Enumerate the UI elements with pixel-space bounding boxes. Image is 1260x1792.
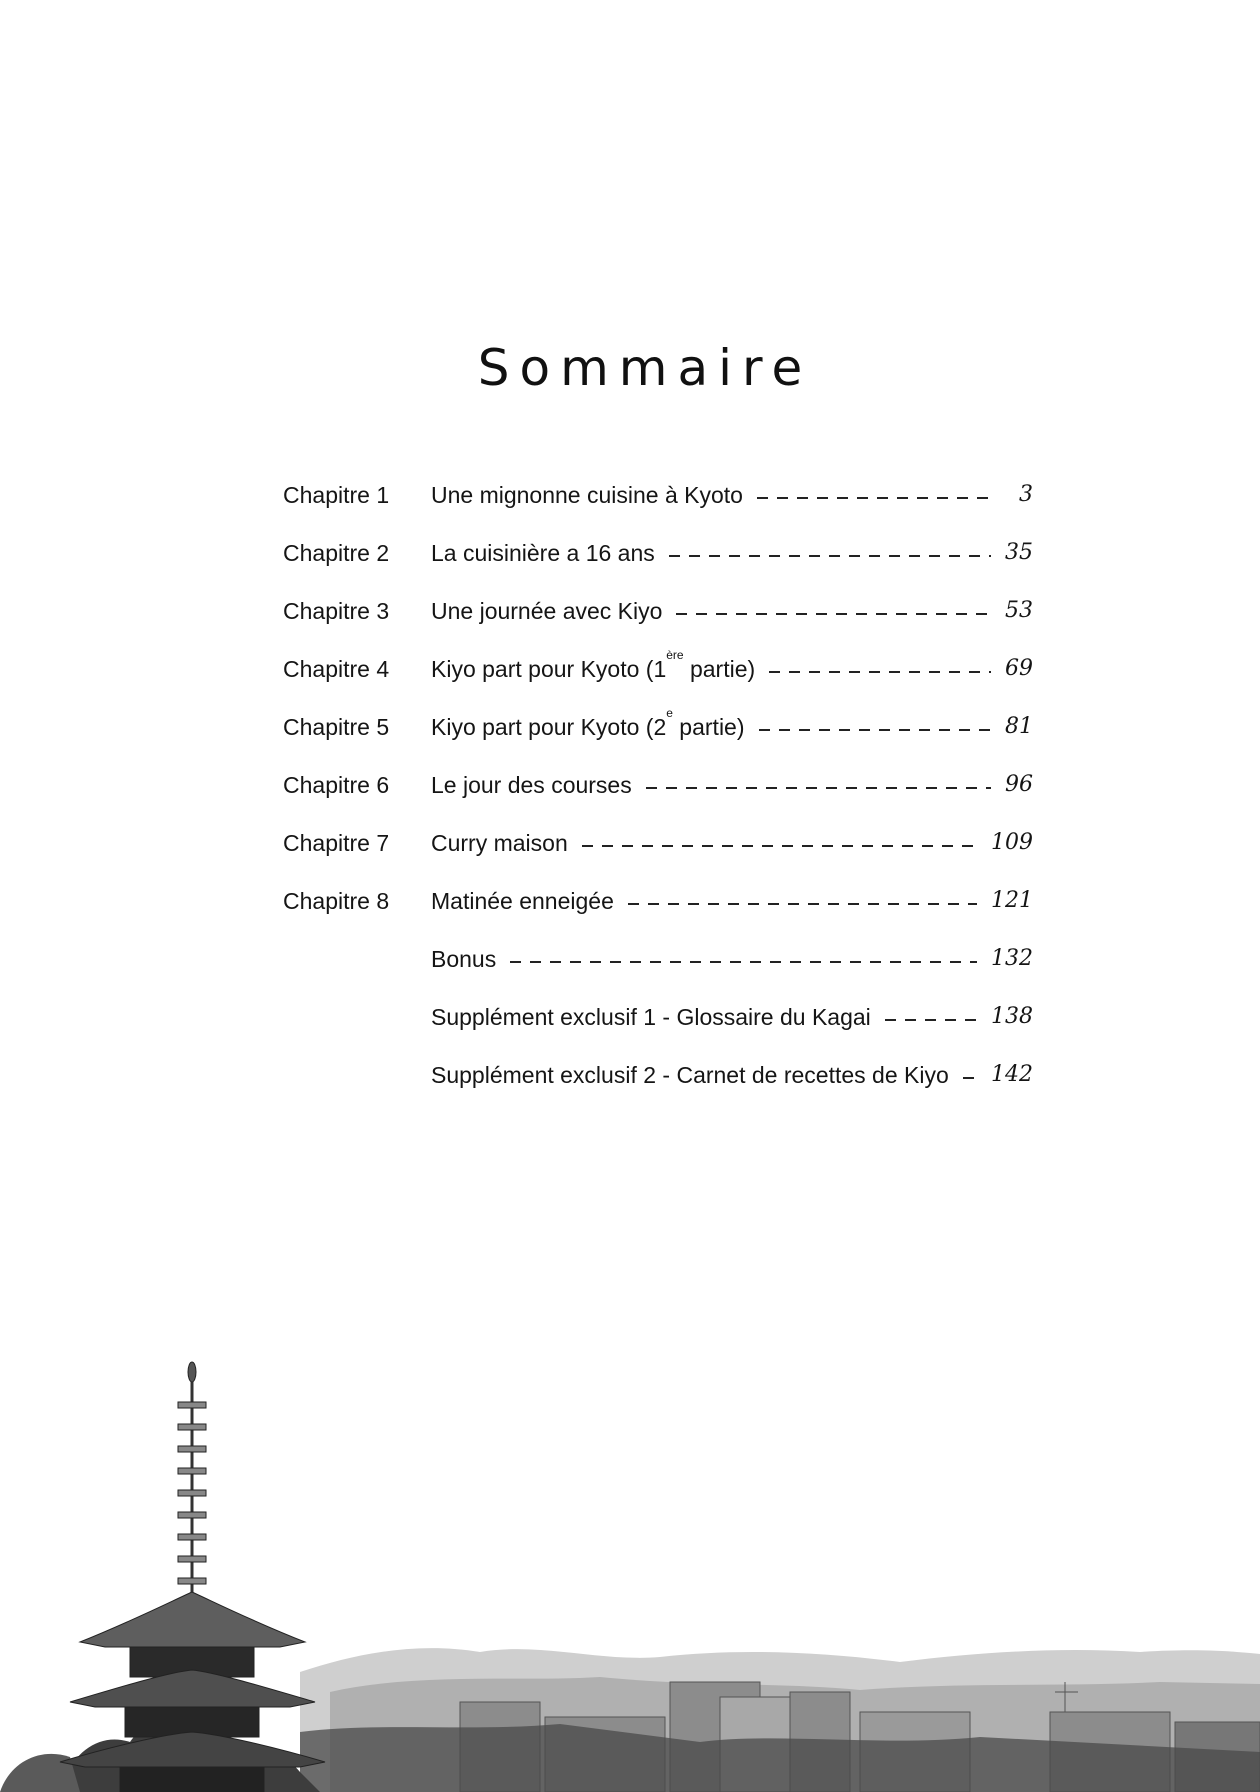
- page-number: 35: [1005, 540, 1033, 565]
- dot-leader: [759, 729, 991, 731]
- toc-row: [0, 988, 1260, 1046]
- kyoto-skyline-illustration: [0, 1352, 1260, 1792]
- section-title: Bonus: [431, 946, 497, 972]
- section-title: Supplément exclusif 2 - Carnet de recettes de Kiyo: [431, 1062, 949, 1088]
- dot-leader: [676, 613, 991, 615]
- section-title: Supplément exclusif 1 - Glossaire du Kagai: [431, 1004, 871, 1030]
- dot-leader: [669, 555, 991, 557]
- chapter-title: Une journée avec Kiyo: [431, 598, 663, 624]
- chapter-title: Curry maison: [431, 830, 568, 856]
- dot-leader: [757, 497, 997, 499]
- toc-row: [0, 466, 1260, 524]
- toc-row: [0, 1046, 1260, 1104]
- chapter-title: Matinée enneigée: [431, 888, 614, 914]
- dot-leader: [885, 1019, 977, 1021]
- toc-row: [0, 698, 1260, 756]
- dot-leader: [510, 961, 977, 963]
- chapter-number: Chapitre 7: [283, 830, 390, 856]
- dot-leader: [646, 787, 991, 789]
- page-number: 142: [991, 1062, 1033, 1087]
- page-number: 96: [1005, 772, 1033, 797]
- page-number: 69: [1005, 656, 1033, 681]
- chapter-number: Chapitre 6: [283, 772, 390, 798]
- toc-row: [0, 814, 1260, 872]
- page-title: Sommaire: [477, 338, 813, 397]
- toc-row: [0, 756, 1260, 814]
- chapter-title: Kiyo part pour Kyoto (1ère partie): [431, 648, 756, 682]
- chapter-number: Chapitre 5: [283, 714, 390, 740]
- chapter-number: Chapitre 8: [283, 888, 390, 914]
- page-number: 81: [1005, 714, 1033, 739]
- toc-row: [0, 872, 1260, 930]
- pagoda: [60, 1362, 325, 1792]
- chapter-number: Chapitre 3: [283, 598, 390, 624]
- chapter-title: Une mignonne cuisine à Kyoto: [431, 482, 743, 508]
- page-number: 53: [1005, 598, 1033, 623]
- dot-leader: [769, 671, 991, 673]
- toc-row: [0, 582, 1260, 640]
- page-number: 109: [991, 830, 1033, 855]
- page-number: 3: [1019, 482, 1033, 507]
- page-number: 132: [991, 946, 1033, 971]
- toc-row: [0, 524, 1260, 582]
- dot-leader: [582, 845, 977, 847]
- chapter-number: Chapitre 2: [283, 540, 390, 566]
- chapter-title: La cuisinière a 16 ans: [431, 540, 655, 566]
- dot-leader: [963, 1077, 977, 1079]
- chapter-title: Le jour des courses: [431, 772, 632, 798]
- toc-row: [0, 930, 1260, 988]
- dot-leader: [628, 903, 977, 905]
- chapter-number: Chapitre 4: [283, 656, 390, 682]
- page-number: 121: [991, 888, 1033, 913]
- chapter-title: Kiyo part pour Kyoto (2e partie): [431, 706, 745, 740]
- chapter-number: Chapitre 1: [283, 482, 390, 508]
- page-number: 138: [991, 1004, 1033, 1029]
- toc-row: [0, 640, 1260, 698]
